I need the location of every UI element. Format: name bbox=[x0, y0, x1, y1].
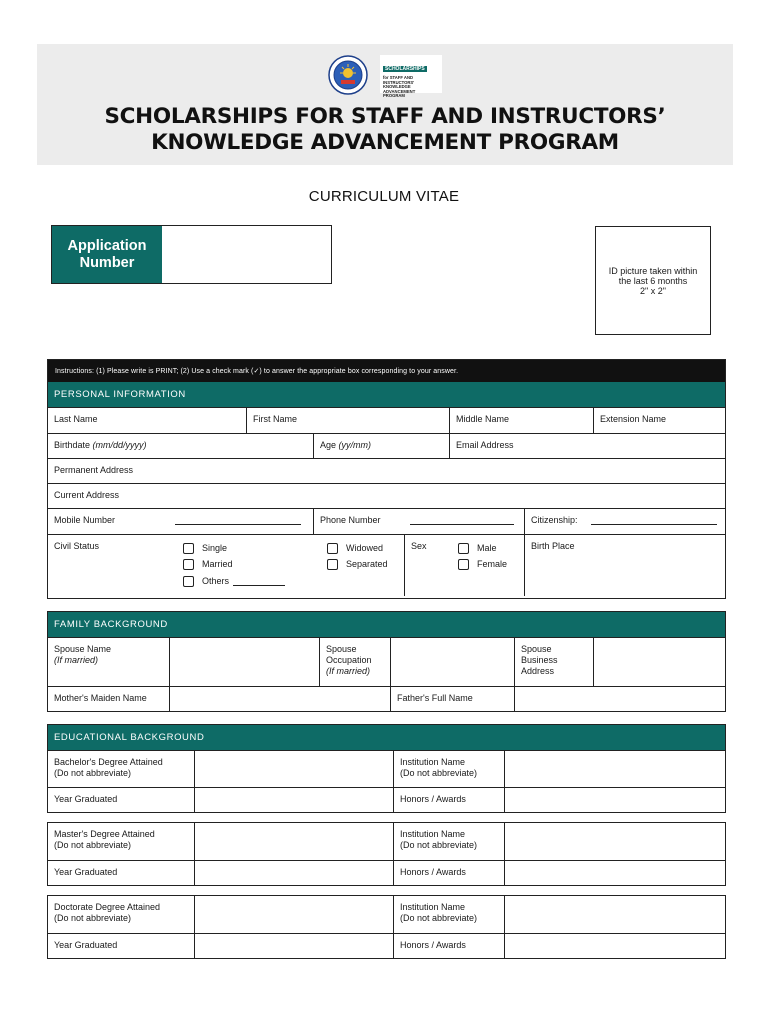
married-label: Married bbox=[202, 559, 233, 569]
bachelors-year-label-cell bbox=[48, 788, 194, 812]
program-logo-text: for STAFF AND INSTRUCTORS' KNOWLEDGE ADVANCEMENT PROGRAM bbox=[383, 75, 416, 99]
others-label: Others bbox=[202, 576, 230, 586]
bachelors-institution-field[interactable] bbox=[504, 751, 726, 787]
bachelors-do-not-abbreviate: (Do not abbreviate) bbox=[54, 768, 132, 778]
masters-section bbox=[47, 822, 726, 886]
logos bbox=[37, 55, 733, 99]
doctorate-institution-field[interactable] bbox=[504, 896, 726, 933]
extension-name-field[interactable] bbox=[593, 408, 726, 433]
masters-institution-label-cell bbox=[393, 823, 504, 860]
masters-year-field[interactable] bbox=[194, 861, 393, 885]
sex-group bbox=[404, 535, 524, 596]
citizenship-label: Citizenship: bbox=[531, 515, 578, 525]
civil-status-row bbox=[48, 534, 725, 596]
header-band bbox=[37, 44, 733, 165]
single-checkbox[interactable] bbox=[183, 543, 194, 554]
doctorate-year-label: Year Graduated bbox=[54, 940, 118, 950]
masters-institution-label: Institution Name bbox=[400, 829, 466, 839]
widowed-checkbox[interactable] bbox=[327, 543, 338, 554]
middle-name-label: Middle Name bbox=[456, 414, 510, 424]
citizenship-field[interactable] bbox=[524, 509, 726, 534]
last-name-field[interactable] bbox=[48, 408, 246, 433]
last-name-label: Last Name bbox=[54, 414, 98, 424]
bachelors-label-cell bbox=[48, 751, 194, 787]
bachelors-year-row bbox=[48, 787, 725, 812]
doctorate-institution-note: (Do not abbreviate) bbox=[400, 913, 478, 923]
bachelors-row bbox=[48, 750, 725, 787]
email-label: Email Address bbox=[456, 440, 514, 450]
permanent-address-field[interactable] bbox=[48, 459, 726, 483]
birth-row bbox=[48, 433, 725, 458]
document-title: CURRICULUM VITAE bbox=[308, 188, 460, 205]
id-picture-box[interactable]: ID picture taken within the last 6 months 2" x 2" bbox=[595, 226, 711, 335]
widowed-label: Widowed bbox=[346, 543, 384, 553]
phone-number-label: Phone Number bbox=[320, 515, 381, 525]
program-logo-tag: SCHOLARSHIPS bbox=[385, 66, 425, 72]
widowed-option[interactable] bbox=[327, 543, 383, 554]
spouse-name-if-married: (If married) bbox=[54, 655, 99, 665]
married-option[interactable] bbox=[183, 559, 233, 570]
doctorate-row bbox=[48, 896, 725, 933]
masters-honors-label-cell bbox=[393, 861, 504, 885]
phone-number-line bbox=[410, 524, 514, 525]
bachelors-honors-label: Honors / Awards bbox=[400, 794, 466, 804]
name-row bbox=[48, 407, 725, 433]
bachelors-institution-label: Institution Name bbox=[400, 757, 466, 767]
extension-name-label: Extension Name bbox=[600, 414, 667, 424]
male-checkbox[interactable] bbox=[458, 543, 469, 554]
masters-institution-field[interactable] bbox=[504, 823, 726, 860]
spouse-business-address-label-cell bbox=[514, 638, 593, 686]
doctorate-honors-field[interactable] bbox=[504, 934, 726, 958]
doctorate-field[interactable] bbox=[194, 896, 393, 933]
female-label: Female bbox=[477, 559, 508, 569]
page-title bbox=[37, 104, 733, 156]
masters-year-label-cell bbox=[48, 861, 194, 885]
doctorate-honors-label-cell bbox=[393, 934, 504, 958]
bachelors-year-label: Year Graduated bbox=[54, 794, 118, 804]
fathers-full-name-label: Father's Full Name bbox=[397, 693, 473, 703]
doctorate-honors-label: Honors / Awards bbox=[400, 940, 466, 950]
masters-year-label: Year Graduated bbox=[54, 867, 118, 877]
male-label: Male bbox=[477, 543, 497, 553]
spouse-business-address-label: Spouse Business Address bbox=[521, 644, 558, 676]
others-line bbox=[233, 578, 285, 586]
single-label: Single bbox=[202, 543, 228, 553]
masters-label: Master's Degree Attained bbox=[54, 829, 155, 839]
program-logo bbox=[380, 55, 442, 99]
doctorate-section bbox=[47, 895, 726, 959]
personal-information-heading: PERSONAL INFORMATION bbox=[48, 382, 725, 407]
current-address-row bbox=[48, 483, 725, 508]
masters-honors-label: Honors / Awards bbox=[400, 867, 466, 877]
mobile-number-line bbox=[175, 524, 301, 525]
application-number-field[interactable] bbox=[162, 226, 331, 283]
fathers-full-name-field[interactable] bbox=[514, 687, 726, 711]
masters-institution-note: (Do not abbreviate) bbox=[400, 840, 478, 850]
university-seal-logo bbox=[328, 55, 368, 95]
birthdate-format: (mm/dd/yyyy) bbox=[92, 440, 147, 450]
masters-do-not-abbreviate: (Do not abbreviate) bbox=[54, 840, 132, 850]
spouse-row bbox=[48, 637, 725, 686]
others-option[interactable] bbox=[183, 576, 285, 587]
educational-background-heading: EDUCATIONAL BACKGROUND bbox=[48, 725, 725, 750]
contact-row bbox=[48, 508, 725, 534]
doctorate-label: Doctorate Degree Attained bbox=[54, 902, 161, 912]
bachelors-institution-label-cell bbox=[393, 751, 504, 787]
spouse-name-label: Spouse Name bbox=[54, 644, 112, 654]
fathers-full-name-label-cell bbox=[390, 687, 514, 711]
masters-row bbox=[48, 823, 725, 860]
doctorate-do-not-abbreviate: (Do not abbreviate) bbox=[54, 913, 132, 923]
spouse-name-field[interactable] bbox=[169, 638, 319, 686]
spouse-business-address-field[interactable] bbox=[593, 638, 726, 686]
educational-background-section bbox=[47, 724, 726, 813]
age-label: Age bbox=[320, 440, 337, 450]
doctorate-year-row bbox=[48, 933, 725, 958]
email-field[interactable] bbox=[449, 434, 726, 458]
current-address-field[interactable] bbox=[48, 484, 726, 508]
civil-status-label: Civil Status bbox=[54, 541, 100, 551]
masters-honors-field[interactable] bbox=[504, 861, 726, 885]
spouse-occupation-label: Spouse Occupation bbox=[326, 644, 372, 665]
doctorate-year-field[interactable] bbox=[194, 934, 393, 958]
spouse-occupation-label-cell bbox=[319, 638, 390, 686]
first-name-field[interactable] bbox=[246, 408, 449, 433]
female-checkbox[interactable] bbox=[458, 559, 469, 570]
middle-name-field[interactable] bbox=[449, 408, 593, 433]
birth-place-label: Birth Place bbox=[531, 541, 575, 551]
single-option[interactable] bbox=[183, 543, 227, 554]
current-address-label: Current Address bbox=[54, 490, 120, 500]
doctorate-institution-label: Institution Name bbox=[400, 902, 466, 912]
birth-place-field[interactable] bbox=[524, 535, 726, 596]
application-number-label: Application Number bbox=[52, 226, 162, 283]
doctorate-institution-label-cell bbox=[393, 896, 504, 933]
mothers-maiden-name-label: Mother's Maiden Name bbox=[54, 693, 147, 703]
married-checkbox[interactable] bbox=[183, 559, 194, 570]
mobile-number-field[interactable] bbox=[48, 509, 313, 534]
mothers-maiden-name-field[interactable] bbox=[169, 687, 390, 711]
age-format: (yy/mm) bbox=[338, 440, 372, 450]
civil-status-group bbox=[48, 535, 404, 596]
permanent-address-label: Permanent Address bbox=[54, 465, 134, 475]
permanent-address-row bbox=[48, 458, 725, 483]
family-background-heading: FAMILY BACKGROUND bbox=[48, 612, 725, 637]
others-checkbox[interactable] bbox=[183, 576, 194, 587]
bachelors-honors-field[interactable] bbox=[504, 788, 726, 812]
mothers-maiden-name-label-cell bbox=[48, 687, 169, 711]
family-background-section bbox=[47, 611, 726, 712]
masters-year-row bbox=[48, 860, 725, 885]
instructions-bar: Instructions: (1) Please write is PRINT; (2) Use a check mark (✓) to answer the appropriate box corresponding to your answer. bbox=[48, 360, 725, 382]
separated-checkbox[interactable] bbox=[327, 559, 338, 570]
bachelors-honors-label-cell bbox=[393, 788, 504, 812]
separated-option[interactable] bbox=[327, 559, 388, 570]
page-title-line1: SCHOLARSHIPS FOR STAFF AND INSTRUCTORS’ bbox=[104, 104, 666, 129]
parents-row bbox=[48, 686, 725, 711]
mobile-number-label: Mobile Number bbox=[54, 515, 116, 525]
bachelors-institution-note: (Do not abbreviate) bbox=[400, 768, 478, 778]
sex-label: Sex bbox=[411, 541, 427, 551]
bachelors-label: Bachelor's Degree Attained bbox=[54, 757, 163, 767]
personal-information-section bbox=[47, 359, 726, 599]
citizenship-line bbox=[591, 524, 717, 525]
page-title-line2: KNOWLEDGE ADVANCEMENT PROGRAM bbox=[151, 130, 619, 155]
male-option[interactable] bbox=[458, 543, 497, 554]
spouse-occupation-if-married: (If married) bbox=[326, 666, 371, 676]
phone-number-field[interactable] bbox=[313, 509, 524, 534]
female-option[interactable] bbox=[458, 559, 507, 570]
birthdate-field[interactable] bbox=[48, 434, 313, 458]
birthdate-label: Birthdate bbox=[54, 440, 91, 450]
doctorate-label-cell bbox=[48, 896, 194, 933]
masters-field[interactable] bbox=[194, 823, 393, 860]
first-name-label: First Name bbox=[253, 414, 298, 424]
bachelors-field[interactable] bbox=[194, 751, 393, 787]
spouse-occupation-field[interactable] bbox=[390, 638, 514, 686]
age-field[interactable] bbox=[313, 434, 449, 458]
spouse-name-label-cell bbox=[48, 638, 169, 686]
doctorate-year-label-cell bbox=[48, 934, 194, 958]
masters-label-cell bbox=[48, 823, 194, 860]
separated-label: Separated bbox=[346, 559, 388, 569]
bachelors-year-field[interactable] bbox=[194, 788, 393, 812]
application-number-box bbox=[51, 225, 332, 284]
